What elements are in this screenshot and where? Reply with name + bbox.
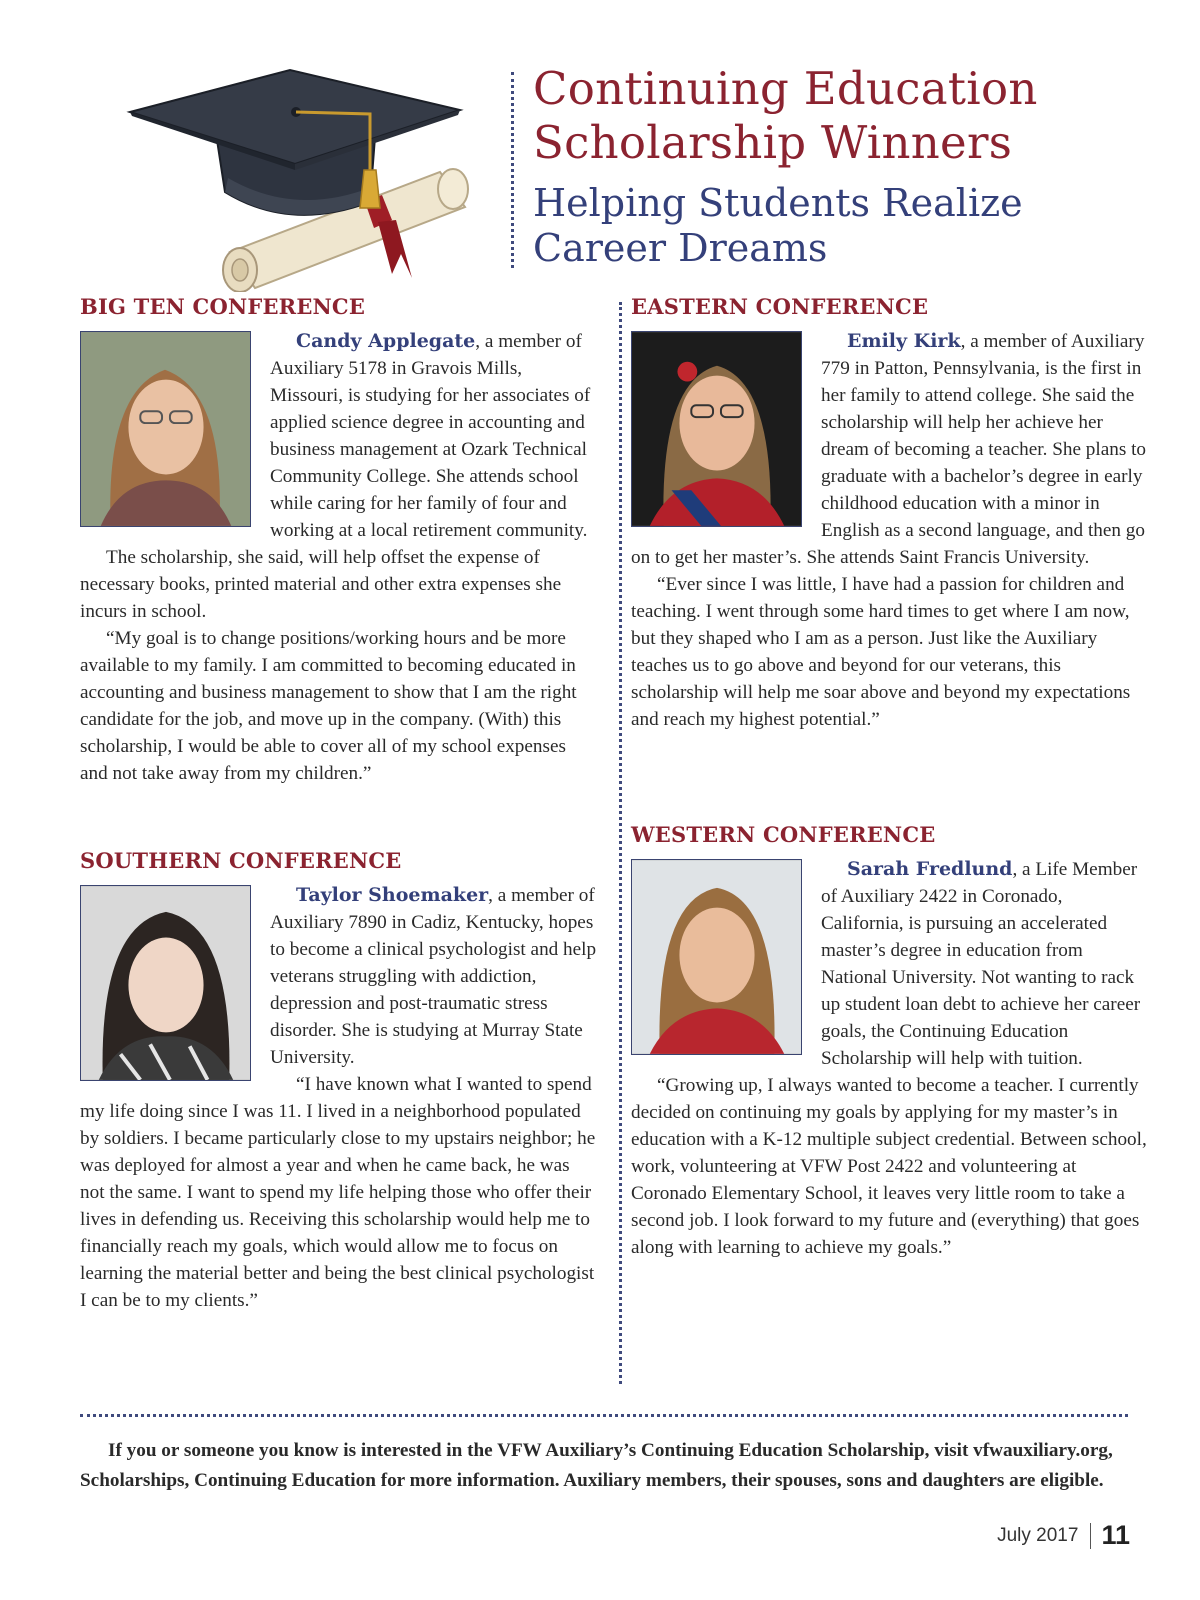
column-divider [619,302,622,1384]
graduation-cap-icon [120,52,480,292]
graduation-cap-diploma-illustration [120,52,480,292]
section-heading: BIG TEN CONFERENCE [80,294,366,319]
western-paragraph-2: “Growing up, I always wanted to become a teacher. I currently decided on continuing my goals by applying for my master’s in education with a K-12 multiple subject credential. Between school, work, volunteering at VFW Post 2422 and volunteering at Coronado Elementary School, it leaves very little room to take a second job. I look forward to my future and (everything) that goes along with learning to achieve my goals.” [631,1075,1147,1258]
emily-kirk-photo [631,331,802,527]
eastern-paragraph-2: “Ever since I was little, I have had a passion for children and teaching. I went through some hard times to get where I am now, but they shaped who I am as a person. Just like the Auxiliary teaches us to go above and beyond for our veterans, this scholarship will help me soar above and beyond my expectations and reach my highest potential.” [631,574,1131,730]
footer-divider [80,1414,1128,1417]
subtitle-line-2: Career Dreams [533,226,828,270]
winner-name: Candy Applegate [296,330,476,352]
big-ten-paragraph-2: The scholarship, she said, will help offset the expense of necessary books, printed material and other extra expenses she incurs in school. [80,547,562,622]
intro-text: , a Life Member of Auxiliary 2422 in Coronado, California, is pursuing an accelerated master’s degree in education from National University. Not wanting to rack up student loan debt to achieve her career goals, the Continuing Education Scholarship will help with tuition. [821,859,1141,1069]
big-ten-paragraph-3: “My goal is to change positions/working hours and be more available to my family. I am committed to becoming educated in accounting and business management to show that I am the right candidate for the job, and move up in the company. (With) this scholarship, I would be able to cover all of my school expenses and not take away from my children.” [80,628,577,784]
western-section [631,822,1148,1261]
intro-text: , a member of Auxiliary 7890 in Cadiz, Kentucky, hopes to become a clinical psychologist and help veterans struggling with addiction, depression and post-traumatic stress disorder. She is studying at Murray State University. [270,885,597,1068]
scholarship-info-note: If you or someone you know is interested in the VFW Auxiliary’s Continuing Education Scholarship, visit vfwauxiliary.org, Scholarships, Continuing Education for more information. Auxiliary members, their spouses, sons and daughters are eligible. [80,1440,1113,1491]
section-heading: SOUTHERN CONFERENCE [80,848,402,873]
southern-section [80,848,597,1314]
big-ten-section [80,294,597,787]
subtitle-line-1: Helping Students Realize [533,181,1023,225]
title-line-1: Continuing Education [533,62,1038,115]
section-heading: WESTERN CONFERENCE [631,822,936,847]
portrait-icon [632,860,801,1054]
page-title [533,62,1038,170]
southern-paragraph-2: “I have known what I wanted to spend my life doing since I was 11. I lived in a neighborhood populated by soldiers. I became particularly close to my upstairs neighbor; he was deployed for almost a year and when he came back, he was not the same. I want to spend my life helping those who offer their lives in defending us. Receiving this scholarship would help me to financially reach my goals, which would allow me to focus on learning the material better and being the best clinical psychologist I can be to my clients.” [80,1074,596,1311]
page-subtitle [533,181,1023,271]
header-divider [511,72,514,268]
winner-name: Taylor Shoemaker [296,884,489,906]
intro-text: , a member of Auxiliary 5178 in Gravois Mills, Missouri, is studying for her associates of applied science degree in accounting and business management at Ozark Technical Community College. She attends school while caring for her family of four and working at a local retirement community. [270,331,591,541]
portrait-icon [81,886,250,1080]
page-number: 11 [1101,1520,1130,1550]
section-heading: EASTERN CONFERENCE [631,294,929,319]
issue-date: July 2017 [997,1524,1079,1546]
page-footer [997,1520,1130,1551]
sarah-fredlund-photo [631,859,802,1055]
winner-name: Sarah Fredlund [847,858,1013,880]
intro-text: , a member of Auxiliary 779 in Patton, Pennsylvania, is the first in her family to attend college. She said the scholarship will help her achieve her dream of becoming a teacher. She plans to graduate with a bachelor’s degree in early childhood education with a minor in English as a second language, and then go on to get her master’s. She attends Saint Francis University. [631,331,1147,568]
footer-separator [1090,1523,1091,1549]
candy-applegate-photo [80,331,251,527]
eastern-section [631,294,1148,733]
taylor-shoemaker-photo [80,885,251,1081]
winner-name: Emily Kirk [847,330,961,352]
portrait-icon [632,332,801,526]
title-line-2: Scholarship Winners [533,116,1013,169]
portrait-icon [81,332,250,526]
